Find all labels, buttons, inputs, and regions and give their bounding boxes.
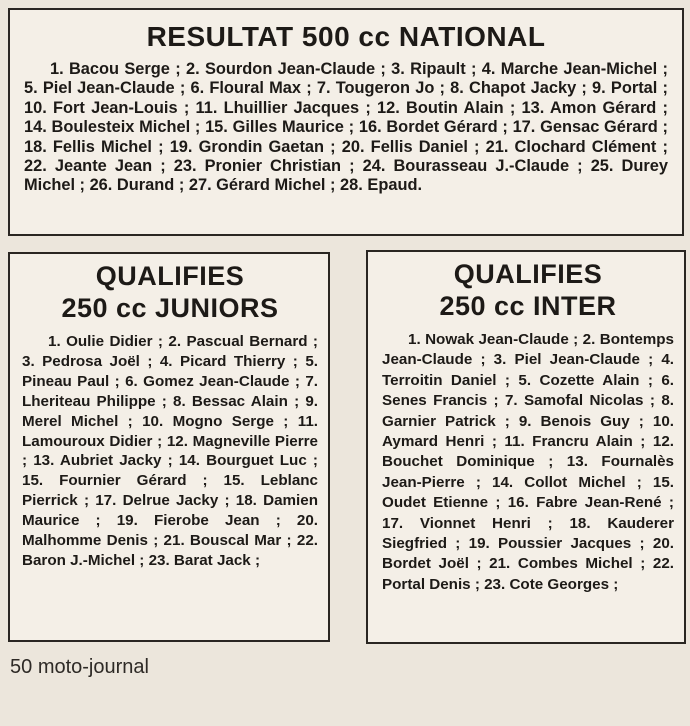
juniors-qualified-list: 1. Oulie Didier ; 2. Pascual Bernard ; 3. Pedrosa Joël ; 4. Picard Thierry ; 5. Pineau Paul ; 6. Gomez Jean-Claude ; 7. Lheriteau Philippe ; 8. Bessac Alain ; 9. Merel Michel ; 10. Mogno Serge ; 11. Lamouroux Didier ; 12. Magneville Pierre ; 13. Aubriet Jacky ; 14. Bourguet Luc ; 15. Fournier Gérard ; 15. Leblanc Pierrick ; 17. Delrue Jacky ; 18. Damien Maurice ; 19. Fierobe Jean ; 20. Malhomme Denis ; 21. Bouscal Mar ; 22. Baron J.-Michel ; 23. Barat Jack ;	[22, 333, 318, 569]
inter-title-line2: 250 cc INTER	[439, 291, 617, 321]
juniors-qualified-box	[8, 252, 330, 642]
national-results-box	[8, 8, 684, 236]
publication-name: moto-journal	[37, 656, 149, 678]
juniors-title-line1: QUALIFIES	[95, 261, 245, 291]
inter-qualified-list: 1. Nowak Jean-Claude ; 2. Bontemps Jean-Claude ; 3. Piel Jean-Claude ; 4. Terroitin Daniel ; 5. Cozette Alain ; 6. Senes Francis ; 7. Samofal Nicolas ; 8. Garnier Patrick ; 9. Benois Guy ; 10. Aymard Henri ; 11. Francru Alain ; 12. Bouchet Dominique ; 13. Fournalès Jean-Pierre ; 14. Collot Michel ; 15. Oudet Etienne ; 16. Fabre Jean-René ; 17. Vionnet Henri ; 18. Kauderer Siegfried ; 19. Poussier Jacques ; 20. Bordet Joël ; 21. Combes Michel ; 22. Portal Denis ; 23. Cote Georges ;	[382, 331, 674, 593]
juniors-title-line2: 250 cc JUNIORS	[61, 293, 279, 323]
inter-qualified-box	[366, 250, 686, 644]
national-results-title: RESULTAT 500 cc NATIONAL	[146, 21, 546, 52]
page-footer	[10, 656, 149, 679]
national-results-list: 1. Bacou Serge ; 2. Sourdon Jean-Claude ; 3. Ripault ; 4. Marche Jean-Michel ; 5. Piel Jean-Claude ; 6. Floural Max ; 7. Tougeron Jo ; 8. Chapot Jacky ; 9. Portal ; 10. Fort Jean-Louis ; 11. Lhuillier Jacques ; 12. Boutin Alain ; 13. Amon Gérard ; 14. Boulesteix Michel ; 15. Gilles Maurice ; 16. Bordet Gérard ; 17. Gensac Gérard ; 18. Fellis Michel ; 19. Grondin Gaetan ; 20. Fellis Daniel ; 21. Clochard Clément ; 22. Jeante Jean ; 23. Pronier Christian ; 24. Bourasseau J.-Claude ; 25. Durey Michel ; 26. Durand ; 27. Gérard Michel ; 28. Epaud.	[24, 60, 668, 195]
inter-title-line1: QUALIFIES	[453, 259, 603, 289]
page-number: 50	[10, 656, 33, 678]
